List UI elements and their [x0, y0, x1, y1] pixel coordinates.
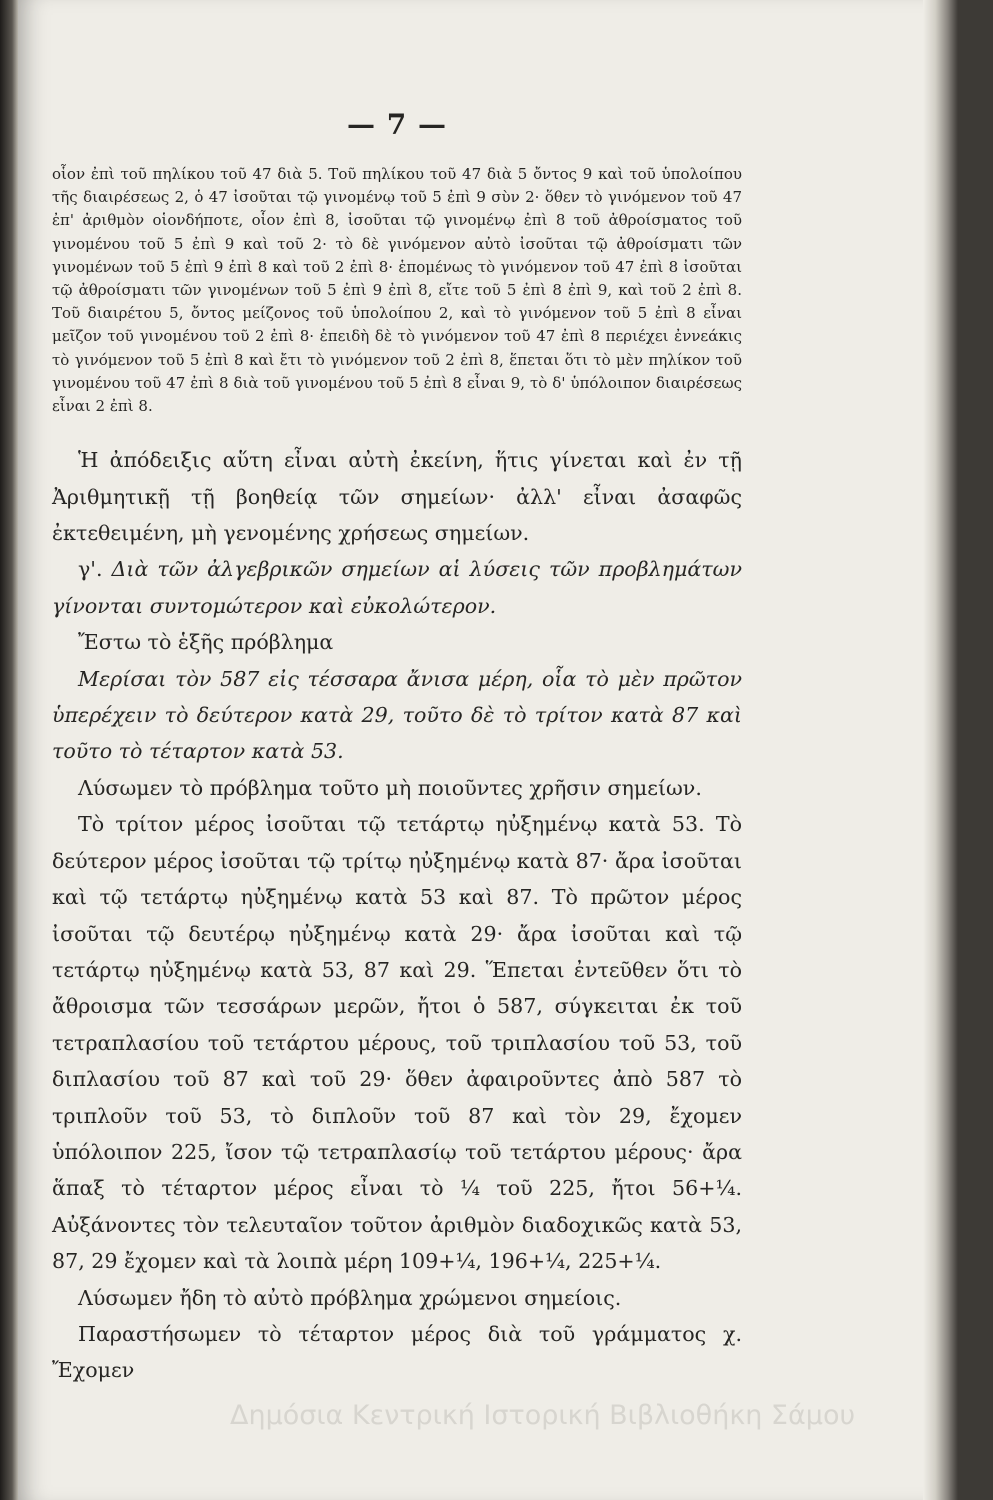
- paragraph-proof: Ἡ ἀπόδειξις αὕτη εἶναι αὐτὴ ἐκείνη, ἥτις γίνεται καὶ ἐν τῇ Ἀριθμητικῇ τῇ βοηθείᾳ τῶν σημείων· ἀλλ' εἶναι ἀσαφῶς ἐκτεθειμένη, μὴ γενομένης χρήσεως σημείων.: [52, 448, 742, 546]
- library-watermark: Δημόσια Κεντρική Ιστορική Βιβλιοθήκη Σάμου: [230, 1400, 856, 1431]
- main-text: [52, 442, 742, 1389]
- page-number: — 7 —: [347, 108, 447, 141]
- small-print-paragraph: οἷον ἐπὶ τοῦ πηλίκου τοῦ 47 διὰ 5. Τοῦ πηλίκου τοῦ 47 διὰ 5 ὄντος 9 καὶ τοῦ ὑπολοίπου τῆς διαιρέσεως 2, ὁ 47 ἰσοῦται τῷ γινομένῳ τοῦ 5 ἐπὶ 9 σὺν 2· ὅθεν τὸ γινόμενον τοῦ 47 ἐπ' ἀριθμὸν οἱονδήποτε, οἷον ἐπὶ 8, ἰσοῦται τῷ γινομένῳ ἐπὶ 8 τοῦ ἀθροίσματος τοῦ γινομένου τοῦ 5 ἐπὶ 9 καὶ τοῦ 2· τὸ δὲ γινόμενον αὐτὸ ἰσοῦται τῷ ἀθροίσματι τῶν γινομένων τοῦ 5 ἐπὶ 9 ἐπὶ 8 καὶ τοῦ 2 ἐπὶ 8· ἑπομένως τὸ γινόμενον τοῦ 47 ἐπὶ 8 ἰσοῦται τῷ ἀθροίσματι τῶν γινομένων τοῦ 5 ἐπὶ 9 ἐπὶ 8, εἴτε τοῦ 5 ἐπὶ 8 ἐπὶ 9, καὶ τοῦ 2 ἐπὶ 8. Τοῦ διαιρέτου 5, ὄντος μείζονος τοῦ ὑπολοίπου 2, καὶ τὸ γινόμενον τοῦ 5 ἐπὶ 8 εἶναι μεῖζον τοῦ γινομένου τοῦ 2 ἐπὶ 8· ἐπειδὴ δὲ τὸ γινόμενον τοῦ 47 ἐπὶ 8 περιέχει ἐννεάκις τὸ γινόμενον τοῦ 5 ἐπὶ 8 καὶ ἔτι τὸ γινόμενον τοῦ 2 ἐπὶ 8, ἕπεται ὅτι τὸ μὲν πηλίκον τοῦ γινομένου τοῦ 47 ἐπὶ 8 διὰ τοῦ γινομένου τοῦ 5 ἐπὶ 8 εἶναι 9, τὸ δ' ὑπόλοιπον διαιρέσεως εἶναι 2 ἐπὶ 8.: [52, 165, 742, 416]
- paragraph-problem-intro: Ἔστω τὸ ἑξῆς πρόβλημα: [78, 630, 334, 655]
- small-print-block: [52, 163, 742, 418]
- page-edge: [923, 0, 958, 1500]
- paragraph-represent: Παραστήσωμεν τὸ τέταρτον μέρος διὰ τοῦ γράμματος χ. Ἔχομεν: [52, 1321, 742, 1383]
- paragraph-solve-with: Λύσωμεν ἤδη τὸ αὐτὸ πρόβλημα χρώμενοι σημείοις.: [78, 1285, 622, 1310]
- section-marker: γ'.: [78, 557, 103, 582]
- book-spine-shadow: [0, 0, 20, 1500]
- section-heading-text: Διὰ τῶν ἀλγεβρικῶν σημείων αἱ λύσεις τῶν προβλημάτων γίνονται συντομώτερον καὶ εὐκολώτερον.: [52, 557, 742, 618]
- paragraph-solve-without: Λύσωμεν τὸ πρόβλημα τοῦτο μὴ ποιοῦντες χρῆσιν σημείων.: [78, 775, 702, 800]
- page-content: [52, 108, 742, 1389]
- section-heading: [52, 551, 742, 624]
- problem-statement: Μερίσαι τὸν 587 εἰς τέσσαρα ἄνισα μέρη, οἷα τὸ μὲν πρῶτον ὑπερέχειν τὸ δεύτερον κατὰ 29, τοῦτο δὲ τὸ τρίτον κατὰ 87 καὶ τοῦτο τὸ τέταρτον κατὰ 53.: [52, 666, 742, 764]
- paragraph-solution: Τὸ τρίτον μέρος ἰσοῦται τῷ τετάρτῳ ηὐξημένῳ κατὰ 53. Τὸ δεύτερον μέρος ἰσοῦται τῷ τρίτῳ ηὐξημένῳ κατὰ 87· ἄρα ἰσοῦται καὶ τῷ τετάρτῳ ηὐξημένῳ κατὰ 53 καὶ 87. Τὸ πρῶτον μέρος ἰσοῦται τῷ δευτέρῳ ηὐξημένῳ κατὰ 29· ἄρα ἰσοῦται καὶ τῷ τετάρτῳ ηὐξημένῳ κατὰ 53, 87 καὶ 29. Ἕπεται ἐντεῦθεν ὅτι τὸ ἄθροισμα τῶν τεσσάρων μερῶν, ἤτοι ὁ 587, σύγκειται ἐκ τοῦ τετραπλασίου τοῦ τετάρτου μέρους, τοῦ τριπλασίου τοῦ 53, τοῦ διπλασίου τοῦ 87 καὶ τοῦ 29· ὅθεν ἀφαιροῦντες ἀπὸ 587 τὸ τριπλοῦν τοῦ 53, τὸ διπλοῦν τοῦ 87 καὶ τὸν 29, ἔχομεν ὑπόλοιπον 225, ἴσον τῷ τετραπλασίῳ τοῦ τετάρτου μέρους· ἄρα ἅπαξ τὸ τέταρτον μέρος εἶναι τὸ ¼ τοῦ 225, ἤτοι 56+¼. Αὐξάνοντες τὸν τελευταῖον τοῦτον ἀριθμὸν διαδοχικῶς κατὰ 53, 87, 29 ἔχομεν καὶ τὰ λοιπὰ μέρη 109+¼, 196+¼, 225+¼.: [52, 812, 742, 1274]
